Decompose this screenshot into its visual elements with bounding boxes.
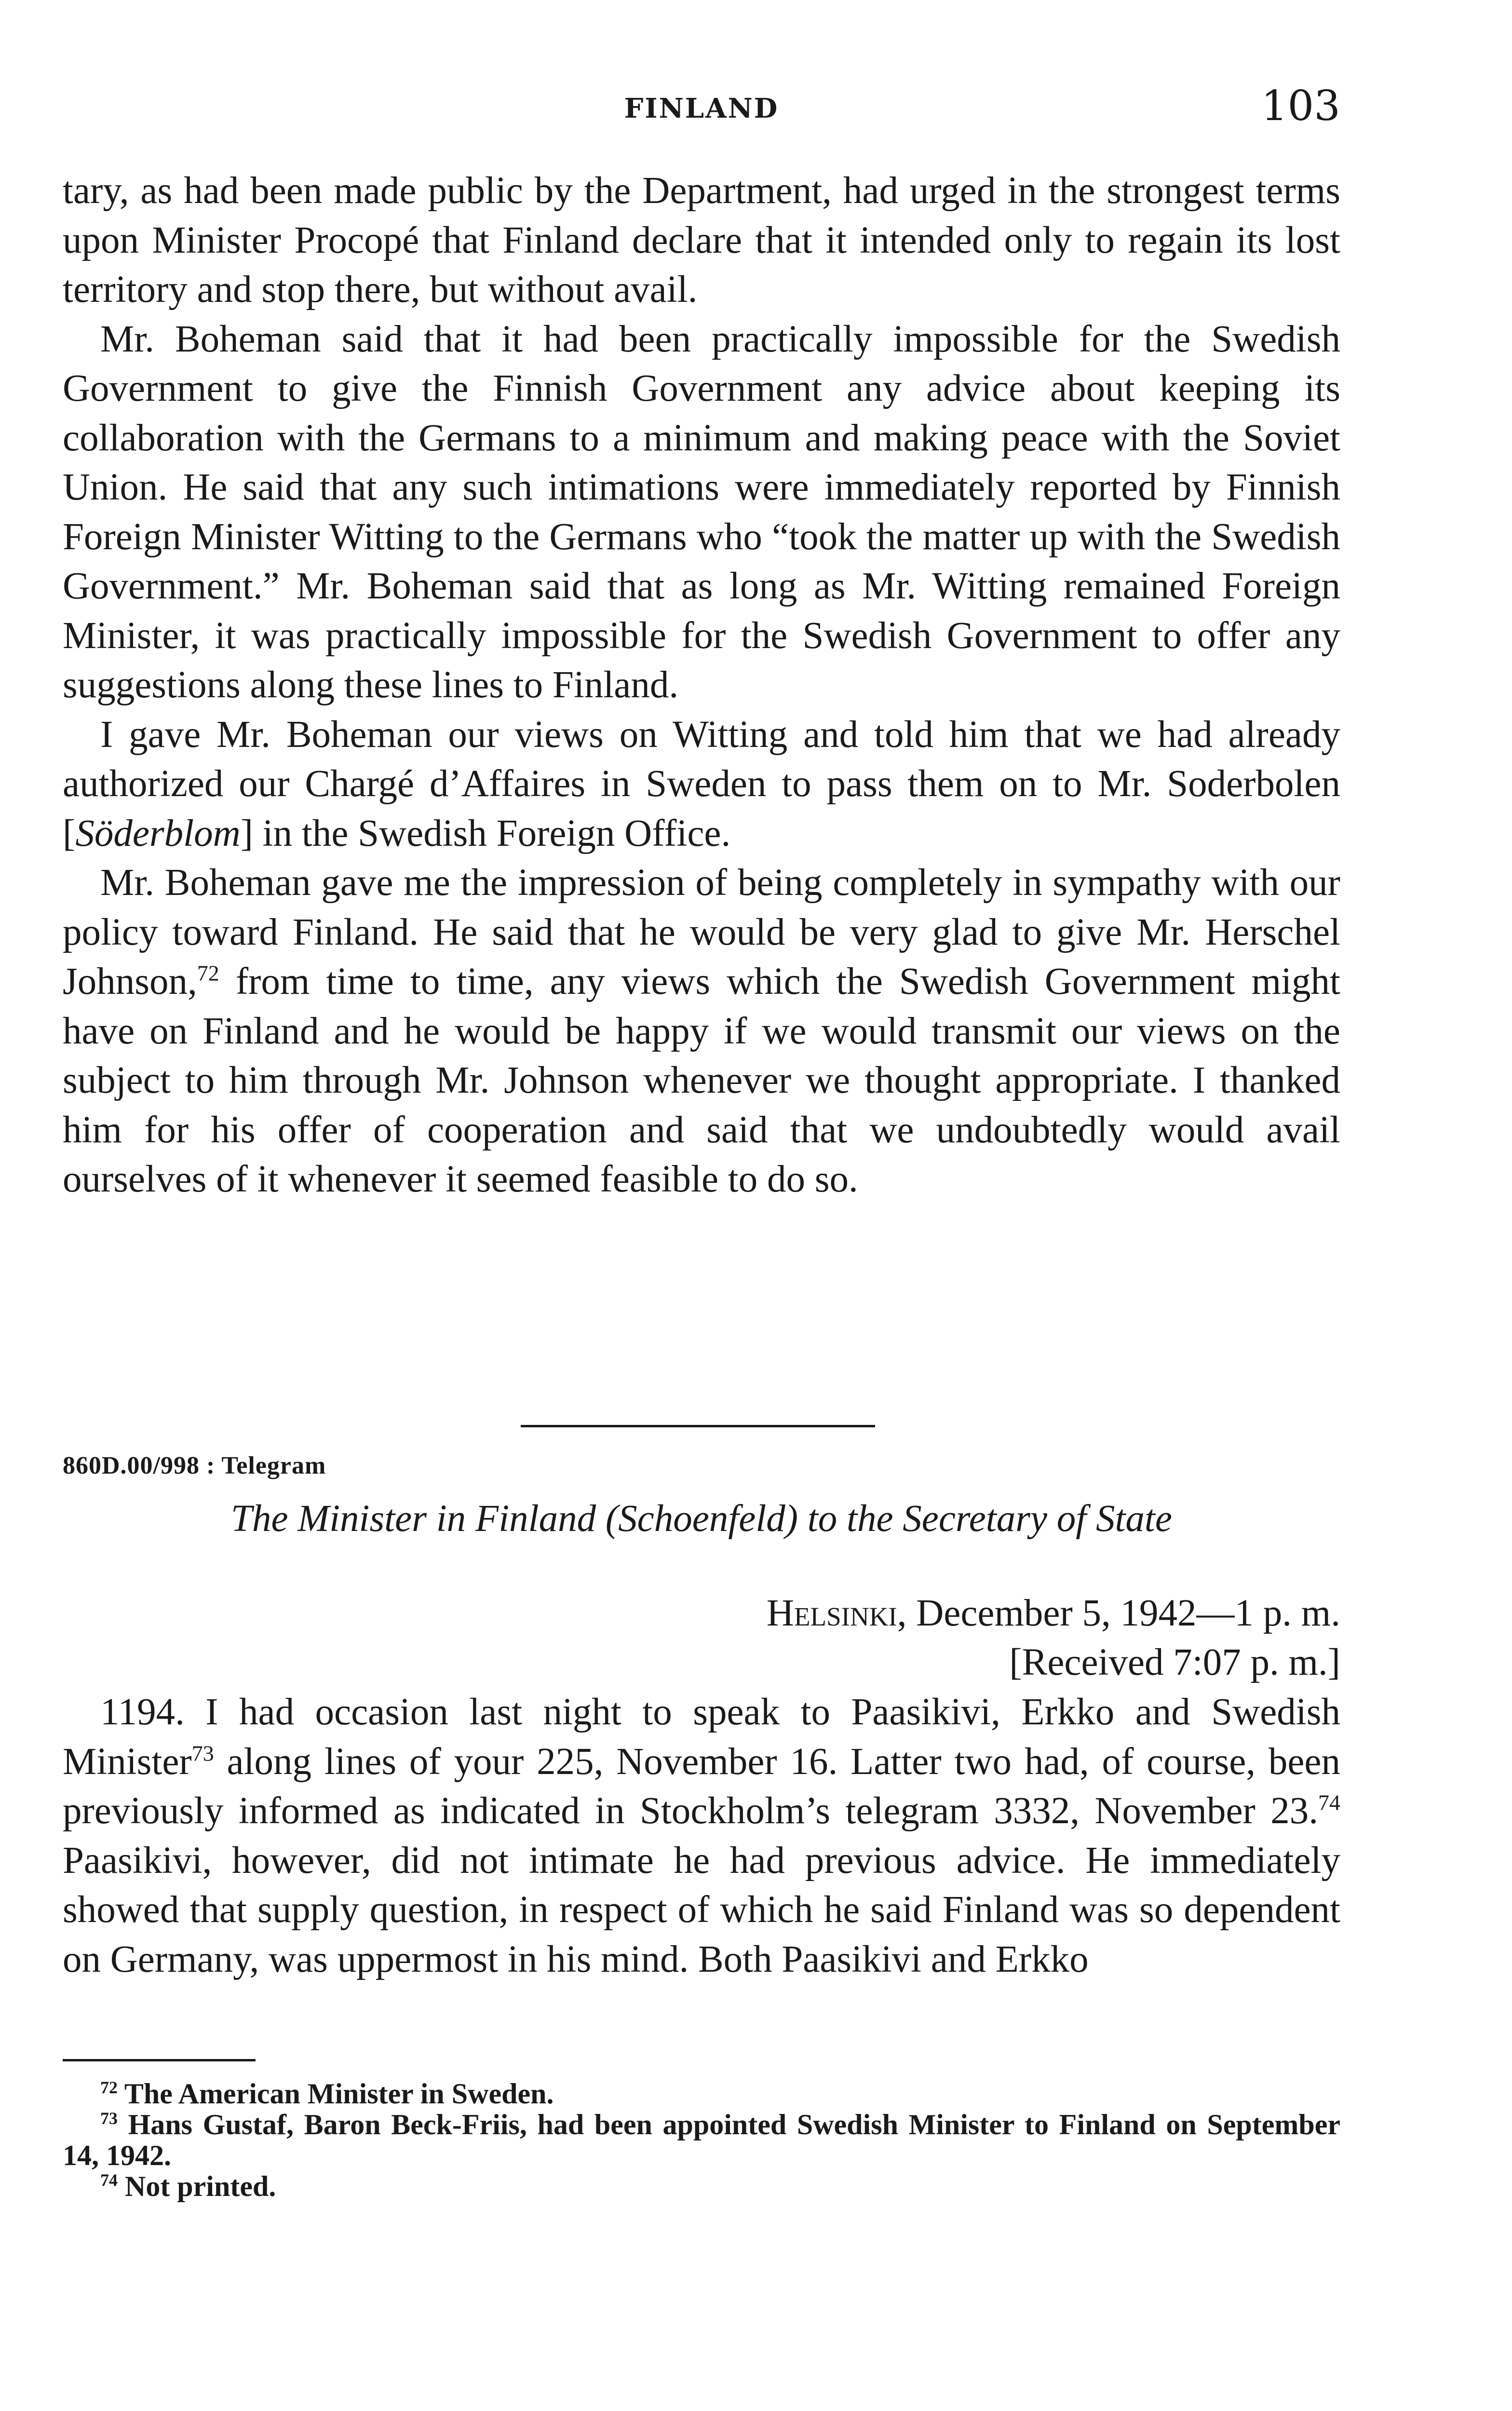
running-head <box>63 82 1340 135</box>
footnotes <box>63 2078 1340 2202</box>
section-divider <box>521 1425 875 1427</box>
received-line: [Received 7:07 p. m.] <box>1009 1641 1340 1683</box>
paragraph-4 <box>63 858 1340 1205</box>
telegram-text-1: 1194. I had occasion last night to speak to Paasikivi, Erkko and Swedish Minister <box>63 1691 1340 1783</box>
paragraph-3-text-b: ] in the Swedish Foreign Office. <box>240 812 731 854</box>
paragraph-4-text-a: Mr. Boheman gave me the impression of being completely in sympathy with our policy toward Finland. He said that he would be very glad to give Mr. Herschel Johnson, <box>63 862 1340 1002</box>
page-number: 103 <box>1261 82 1340 130</box>
date-text: , December 5, 1942—1 p. m. <box>897 1592 1340 1634</box>
footnote-ref-74: 74 <box>1318 1790 1340 1815</box>
footnote-mark: 72 <box>100 2078 118 2097</box>
paragraph-2: Mr. Boheman said that it had been practically impossible for the Swedish Government to give the Finnish Government any advice about keeping its collaboration with the Germans to a minimum and making peace with the Soviet Union. He said that any such intimations were immediately reported by Finnish Foreign Minister Witting to the Germans who “took the matter up with the Swedish Government.” Mr. Boheman said that as long as Mr. Witting remained Foreign Minister, it was practically impossible for the Swedish Government to offer any suggestions along these lines to Finland. <box>63 318 1340 706</box>
footnote-mark: 74 <box>100 2170 118 2190</box>
footnote-text: Not printed. <box>118 2170 276 2202</box>
paragraph-1: tary, as had been made public by the Department, had urged in the strongest terms upon Minister Procopé that Finland declare that it intended only to regain its lost territory and stop there, but without avail. <box>63 170 1340 311</box>
document-heading <box>63 1497 1340 1541</box>
paragraph-3 <box>63 710 1340 859</box>
telegram-paragraph <box>63 1688 1340 1984</box>
heading-text-a: The Minister in Finland ( <box>231 1498 619 1540</box>
footnote-72 <box>63 2078 1340 2109</box>
footnote-text: Hans Gustaf, Baron Beck-Friis, had been appointed Swedish Minister to Finland on September 14, 1942. <box>63 2109 1340 2171</box>
paragraph-3-text-a: I gave Mr. Boheman our views on Witting and told him that we had already authorized our Chargé d’Affaires in Sweden to pass them on to Mr. Soderbolen [ <box>63 713 1340 854</box>
footnote-divider <box>63 2059 256 2061</box>
telegram-text-2: along lines of your 225, November 16. Latter two had, of course, been previously informed as indicated in Stockholm’s telegram 3332, November 23. <box>63 1740 1340 1832</box>
paragraph-3-italic-name: Söderblom <box>75 812 241 854</box>
footnote-74 <box>63 2171 1340 2202</box>
dateline <box>767 1589 1340 1687</box>
footnote-73 <box>63 2109 1340 2171</box>
footnote-mark: 73 <box>100 2109 118 2128</box>
heading-name: Schoenfeld <box>618 1498 785 1540</box>
running-title: FINLAND <box>624 93 779 124</box>
place-name: Helsinki <box>766 1592 897 1634</box>
footnote-text: The American Minister in Sweden. <box>118 2078 554 2110</box>
heading-text-b: ) to the Secretary of State <box>785 1498 1172 1540</box>
body-text <box>63 166 1340 1205</box>
telegram-text <box>63 1688 1340 1984</box>
date-line <box>767 1589 1340 1638</box>
telegram-text-3: Paasikivi, however, did not intimate he had previous advice. He immediately showed that supply question, in respect of which he said Finland was so dependent on Germany, was uppermost in his mind. Both Paasikivi and Erkko <box>63 1839 1340 1980</box>
paragraph-4-text-b: from time to time, any views which the Swedish Government might have on Finland and he would be happy if we would transmit our views on the subject to him through Mr. Johnson whenever we thought appropriate. I thanked him for his offer of cooperation and said that we undoubtedly would avail ourselves of it whenever it seemed feasible to do so. <box>63 961 1340 1200</box>
footnote-ref-73: 73 <box>191 1741 214 1766</box>
document-id: 860D.00/998 : Telegram <box>63 1452 326 1479</box>
footnote-ref-72: 72 <box>197 961 219 986</box>
